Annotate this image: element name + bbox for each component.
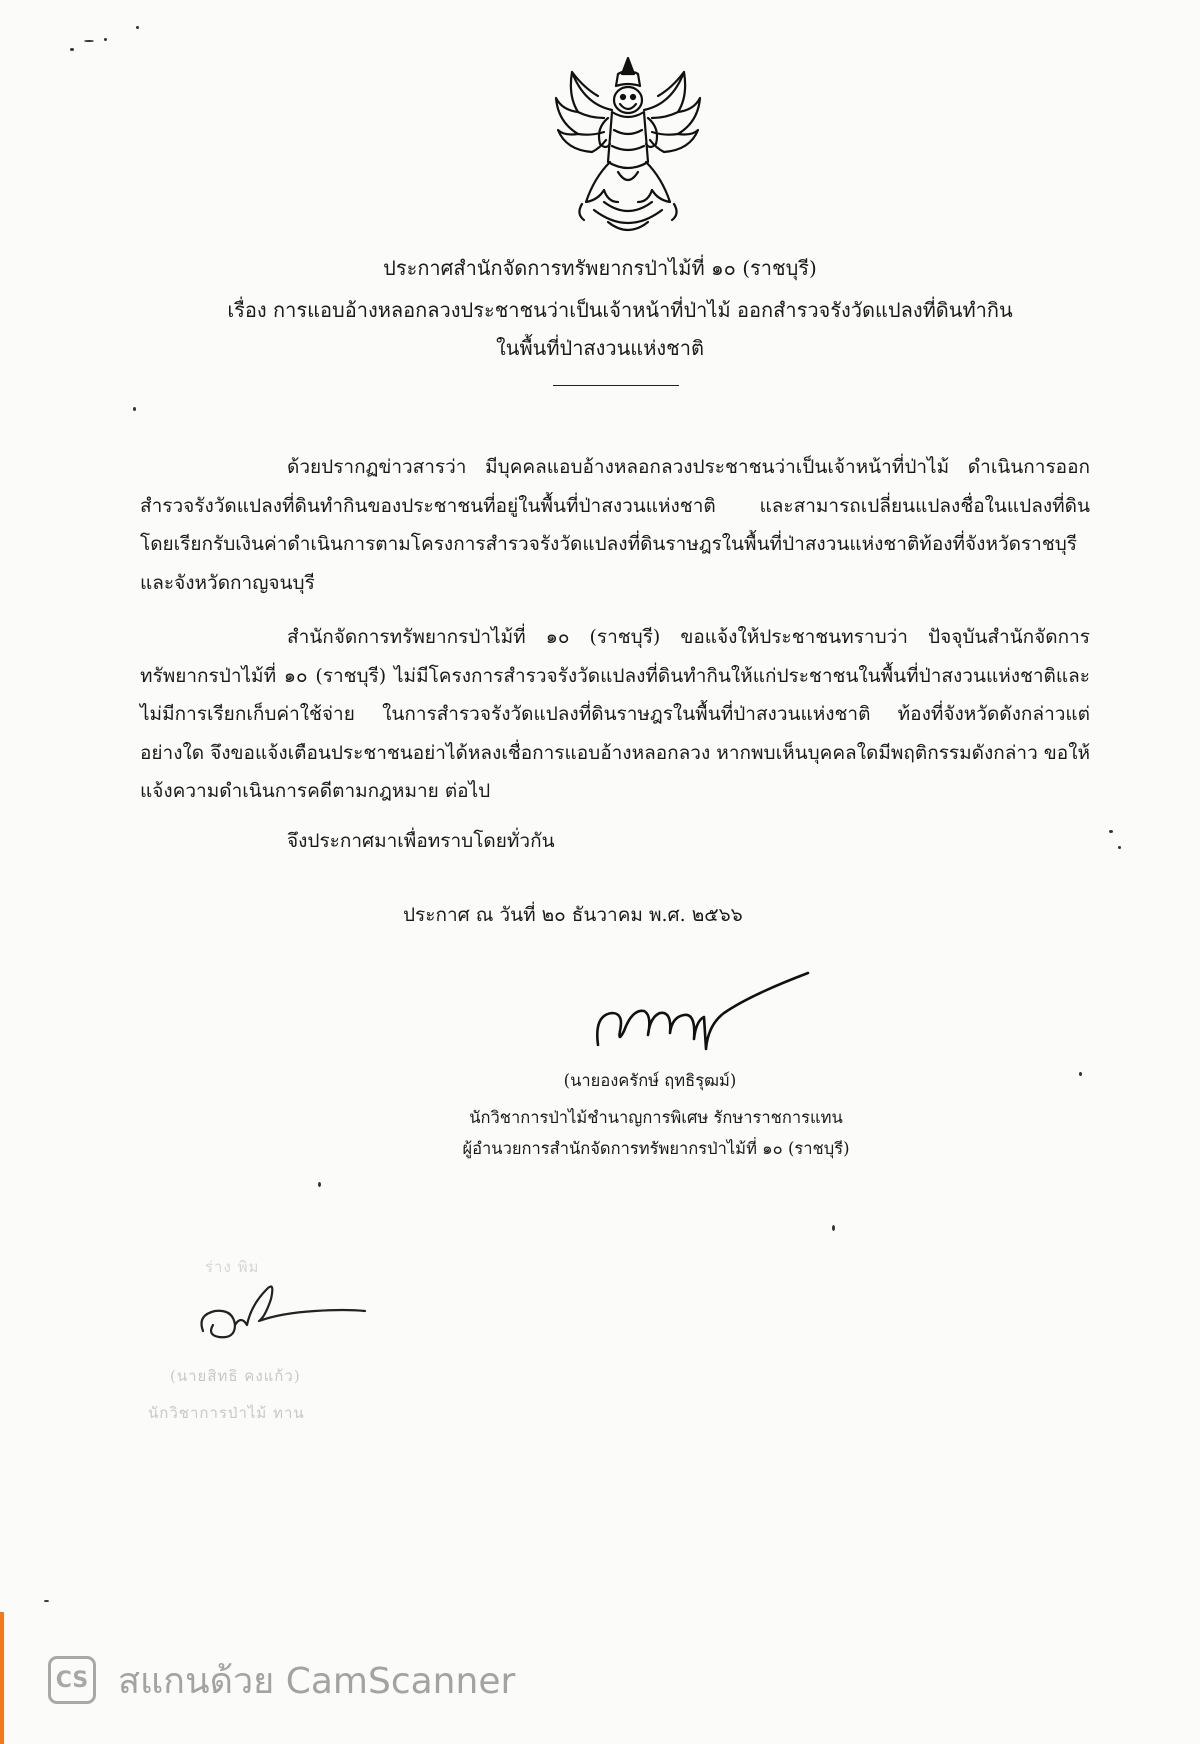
body-paragraph-1: ด้วยปรากฏข่าวสารว่า มีบุคคลแอบอ้างหลอกลวงประชาชนว่าเป็นเจ้าหน้าที่ป่าไม้ ดำเนินการออกสำรวจรังวัดแปลงที่ดินทำกินของประชาชนที่อยู่ในพื้นที่ป่าสงวนแห่งชาติ และสามารถเปลี่ยนแปลงชื่อในแปลงที่ดิน โดยเรียกรับเงินค่าดำเนินการตามโครงการสำรวจรังวัดแปลงที่ดินราษฎรในพื้นที่ป่าสงวนแห่งชาติท้องที่จังหวัดราชบุรี และจังหวัดกาญจนบุรี bbox=[140, 456, 1090, 594]
faded-note-position: นักวิชาการป่าไม้ ทาน bbox=[148, 1404, 305, 1422]
scan-edge-mark bbox=[0, 1612, 4, 1744]
date-line: ประกาศ ณ วันที่ ๒๐ ธันวาคม พ.ศ. ๒๕๖๖ bbox=[403, 904, 743, 926]
camscanner-logo-icon: CS bbox=[48, 1656, 96, 1704]
signatory-position: นักวิชาการป่าไม้ชำนาญการพิเศษ รักษาราชการแทน bbox=[469, 1108, 843, 1127]
announcement-subject: เรื่อง การแอบอ้างหลอกลวงประชาชนว่าเป็นเจ้าหน้าที่ป่าไม้ ออกสำรวจรังวัดแปลงที่ดินทำกิน bbox=[227, 298, 1013, 322]
title-divider bbox=[553, 385, 679, 386]
faded-note-line: ร่าง พิม bbox=[205, 1258, 260, 1276]
signatory-position-2: ผู้อำนวยการสำนักจัดการทรัพยากรป่าไม้ที่ ๑๐ (ราชบุรี) bbox=[462, 1139, 850, 1158]
signature bbox=[590, 965, 810, 1060]
initial-signature bbox=[195, 1245, 395, 1355]
closing-line: จึงประกาศมาเพื่อทราบโดยทั่วกัน bbox=[287, 830, 555, 852]
signatory-name: (นายองครักษ์ ฤทธิรุฒม์) bbox=[563, 1071, 737, 1090]
announcement-title: ประกาศสำนักจัดการทรัพยากรป่าไม้ที่ ๑๐ (ราชบุรี) bbox=[383, 256, 817, 280]
watermark-text: สแกนด้วย CamScanner bbox=[118, 1660, 516, 1702]
body-paragraph-2: สำนักจัดการทรัพยากรป่าไม้ที่ ๑๐ (ราชบุรี) ขอแจ้งให้ประชาชนทราบว่า ปัจจุบันสำนักจัดการทรัพยากรป่าไม้ที่ ๑๐ (ราชบุรี) ไม่มีโครงการสำรวจรังวัดแปลงที่ดินทำกินให้แก่ประชาชนในพื้นที่ป่าสงวนแห่งชาติและไม่มีการเรียกเก็บค่าใช้จ่าย ในการสำรวจรังวัดแปลงที่ดินราษฎรในพื้นที่ป่าสงวนแห่งชาติ ท้องที่จังหวัดดังกล่าวแต่อย่างใด จึงขอแจ้งเตือนประชาชนอย่าได้หลงเชื่อการแอบอ้างหลอกลวง หากพบเห็นบุคคลใดมีพฤติกรรมดังกล่าว ขอให้แจ้งความดำเนินการคดีตามกฎหมาย ต่อไป bbox=[140, 626, 1090, 802]
camscanner-watermark bbox=[48, 1652, 515, 1708]
faded-note-name: (นายสิทธิ คงแก้ว) bbox=[170, 1367, 301, 1385]
announcement-subject-line2: ในพื้นที่ป่าสงวนแห่งชาติ bbox=[496, 336, 704, 360]
garuda-emblem-icon bbox=[548, 52, 708, 242]
